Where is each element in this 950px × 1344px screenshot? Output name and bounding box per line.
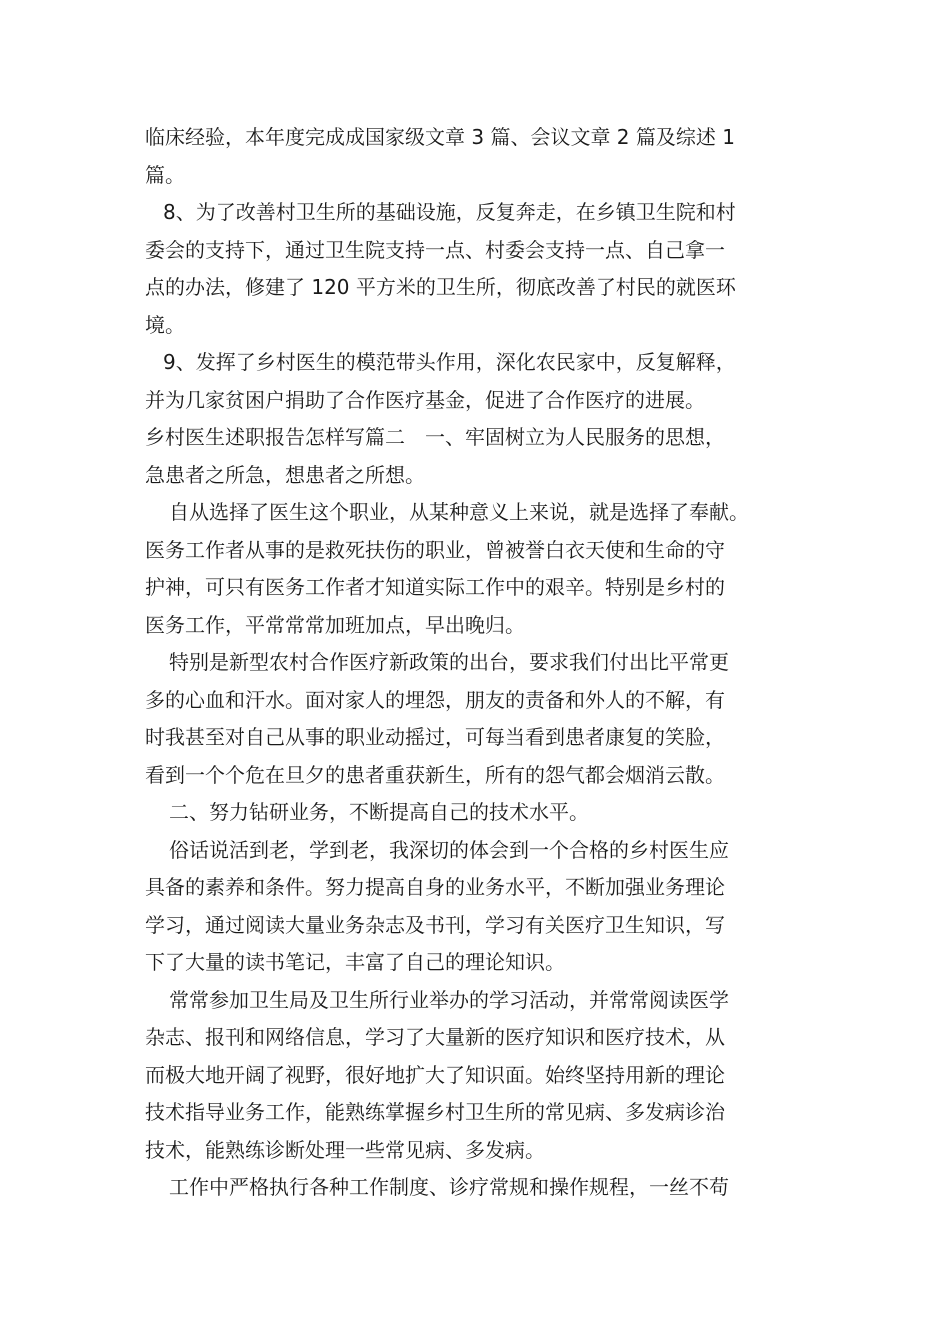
text-line: 下了大量的读书笔记，丰富了自己的理论知识。 bbox=[145, 950, 565, 974]
text-line: 特别是新型农村合作医疗新政策的出台，要求我们付出比平常更 bbox=[169, 650, 729, 674]
text-line: 医务工作者从事的是救死扶伤的职业，曾被誉白衣天使和生命的守 bbox=[145, 537, 725, 562]
text-line: 俗话说活到老，学到老，我深切的体会到一个合格的乡村医生应 bbox=[169, 837, 729, 862]
text-line: 篇。 bbox=[145, 162, 185, 187]
text-line: 护神，可只有医务工作者才知道实际工作中的艰辛。特别是乡村的 bbox=[145, 575, 725, 599]
text-line: 技术指导业务工作，能熟练掌握乡村卫生所的常见病、多发病诊治 bbox=[145, 1100, 725, 1124]
text-line: 工作中严格执行各种工作制度、诊疗常规和操作规程，一丝不苟 bbox=[169, 1175, 729, 1199]
text-line: 9、发挥了乡村医生的模范带头作用，深化农民家中，反复解释， bbox=[163, 350, 736, 374]
text-line: 自从选择了医生这个职业，从某种意义上来说，就是选择了奉献。 bbox=[169, 500, 749, 524]
text-line: 委会的支持下，通过卫生院支持一点、村委会支持一点、自己拿一 bbox=[145, 237, 725, 262]
text-line: 技术，能熟练诊断处理一些常见病、多发病。 bbox=[145, 1137, 545, 1162]
text-line: 临床经验，本年度完成成国家级文章 3 篇、会议文章 2 篇及综述 1 bbox=[145, 125, 735, 149]
text-line: 境。 bbox=[145, 312, 185, 337]
text-line: 常常参加卫生局及卫生所行业举办的学习活动，并常常阅读医学 bbox=[169, 987, 729, 1012]
document-body bbox=[145, 119, 835, 1207]
text-line: 看到一个个危在旦夕的患者重获新生，所有的怨气都会烟消云散。 bbox=[145, 762, 725, 787]
text-line: 具备的素养和条件。努力提高自身的业务水平，不断加强业务理论 bbox=[145, 875, 725, 899]
section-heading-line: 二、努力钻研业务，不断提高自己的技术水平。 bbox=[169, 800, 589, 824]
text-line: 点的办法，修建了 120 平方米的卫生所，彻底改善了村民的就医环 bbox=[145, 275, 736, 299]
text-line: 而极大地开阔了视野，很好地扩大了知识面。始终坚持用新的理论 bbox=[145, 1062, 725, 1087]
text-line: 医务工作，平常常常加班加点，早出晚归。 bbox=[145, 612, 525, 637]
text-line: 多的心血和汗水。面对家人的埋怨，朋友的责备和外人的不解，有 bbox=[145, 687, 725, 712]
text-line: 学习，通过阅读大量业务杂志及书刊，学习有关医疗卫生知识，写 bbox=[145, 912, 725, 937]
text-line: 8、为了改善村卫生所的基础设施，反复奔走，在乡镇卫生院和村 bbox=[163, 200, 736, 224]
text-line: 并为几家贫困户捐助了合作医疗基金，促进了合作医疗的进展。 bbox=[145, 387, 705, 412]
text-line: 急患者之所急，想患者之所想。 bbox=[145, 462, 425, 487]
text-line: 时我甚至对自己从事的职业动摇过，可每当看到患者康复的笑脸， bbox=[145, 725, 725, 749]
section-heading-line: 乡村医生述职报告怎样写篇二 一、牢固树立为人民服务的思想， bbox=[145, 425, 725, 449]
text-line: 杂志、报刊和网络信息，学习了大量新的医疗知识和医疗技术，从 bbox=[145, 1025, 725, 1049]
